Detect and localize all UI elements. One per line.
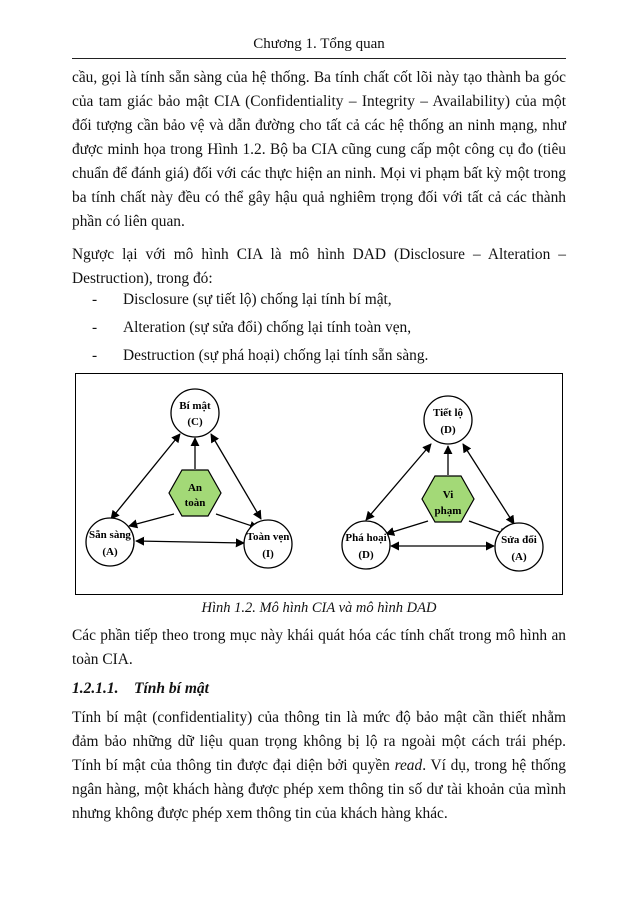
cia-center-to-a bbox=[129, 514, 174, 526]
cia-node-c-label: Bí mật bbox=[179, 400, 211, 412]
cia-edge-c-a bbox=[111, 434, 180, 519]
list-item bbox=[72, 316, 566, 344]
dad-center-label-1: Vi bbox=[442, 489, 454, 501]
cia-model bbox=[86, 389, 292, 568]
section-heading bbox=[72, 680, 209, 698]
dad-bullet-list bbox=[72, 288, 566, 372]
figure-caption: Hình 1.2. Mô hình CIA và mô hình DAD bbox=[201, 600, 437, 616]
cia-edge-a-i bbox=[136, 541, 244, 543]
dad-edge-d-a bbox=[463, 444, 514, 524]
confidentiality-italic-read: read bbox=[394, 757, 423, 774]
cia-node-a-code: (A) bbox=[102, 546, 118, 558]
dad-node-disclosure bbox=[424, 396, 472, 444]
dad-paragraph: Ngược lại với mô hình CIA là mô hình DAD (Disclosure – Alteration – Destruction), trong đó: bbox=[72, 246, 566, 287]
dad-node-destruction bbox=[342, 521, 390, 569]
dad-node-top-code: (D) bbox=[440, 424, 456, 436]
cia-node-i-label: Toàn vẹn bbox=[246, 531, 290, 543]
cia-node-confidentiality bbox=[171, 389, 219, 437]
dad-node-right-label: Sửa đổi bbox=[501, 534, 537, 546]
list-item bbox=[72, 288, 566, 316]
transition-paragraph: Các phần tiếp theo trong mục này khái quát hóa các tính chất trong mô hình an toàn CIA. bbox=[72, 627, 566, 668]
cia-node-availability bbox=[86, 518, 134, 566]
list-item bbox=[72, 344, 566, 372]
cia-node-integrity bbox=[244, 520, 292, 568]
section-number: 1.2.1.1. bbox=[72, 680, 119, 697]
intro-paragraph: cầu, gọi là tính sẵn sàng của hệ thống. Ba tính chất cốt lõi này tạo thành ba góc của tam giác bảo mật CIA (Confidentiality – Integrity – Availability) của một đối tượng cần bảo vệ và dẫn đường cho tất cả các hệ thống an ninh mạng, như được minh họa trong Hình 1.2. Bộ ba CIA cũng cung cấp một công cụ đo (tiêu chuẩn để đánh giá) đối với các thực hiện an ninh. Mọi vi phạm bất kỳ một trong ba tính chất này đều có thể gây hậu quả nghiêm trọng đối với tất cả các thành phần có liên quan. bbox=[72, 69, 566, 230]
bullet-dash: - bbox=[92, 319, 98, 336]
bullet-text: Destruction (sự phá hoại) chống lại tính sẵn sàng. bbox=[123, 347, 429, 364]
confidentiality-text-2: . Ví dụ, trong hệ thống ngân hàng, một khách hàng được phép xem thông tin số dư tài khoản của mình nhưng không được phép xem thông tin của khách hàng khác. bbox=[72, 757, 566, 822]
dad-node-left-label: Phá hoại bbox=[345, 532, 387, 544]
section-title: Tính bí mật bbox=[134, 680, 209, 697]
cia-node-c-code: (C) bbox=[187, 416, 203, 428]
cia-dad-figure bbox=[75, 373, 563, 595]
dad-model bbox=[342, 396, 543, 571]
dad-node-alteration bbox=[495, 523, 543, 571]
dad-node-left-code: (D) bbox=[358, 549, 374, 561]
bullet-text: Disclosure (sự tiết lộ) chống lại tính bí mật, bbox=[123, 291, 392, 308]
bullet-dash: - bbox=[92, 291, 98, 308]
dad-node-top-label: Tiết lộ bbox=[432, 407, 464, 419]
cia-node-a-label: Sẵn sàng bbox=[89, 529, 131, 541]
chapter-header: Chương 1. Tổng quan bbox=[72, 36, 566, 59]
cia-center-label-1: An bbox=[187, 482, 203, 494]
dad-node-right-code: (A) bbox=[511, 551, 527, 563]
bullet-text: Alteration (sự sửa đổi) chống lại tính toàn vẹn, bbox=[123, 319, 412, 336]
cia-dad-diagram bbox=[76, 374, 564, 596]
cia-edge-c-i bbox=[211, 434, 261, 519]
bullet-dash: - bbox=[92, 347, 98, 364]
confidentiality-text-1: Tính bí mật (confidentiality) của thông tin là mức độ bảo mật cần thiết nhằm đảm bảo những dữ liệu quan trọng không bị lộ ra ngoài một cách trái phép. Tính bí mật của thông tin được đại diện bởi quyền bbox=[72, 709, 566, 774]
confidentiality-paragraph bbox=[72, 706, 566, 826]
dad-center-to-left bbox=[386, 521, 428, 534]
cia-center-label-2: toàn bbox=[184, 497, 206, 509]
cia-node-i-code: (I) bbox=[262, 548, 274, 560]
dad-edge-d-d bbox=[366, 444, 431, 520]
dad-center-label-2: phạm bbox=[434, 505, 462, 517]
